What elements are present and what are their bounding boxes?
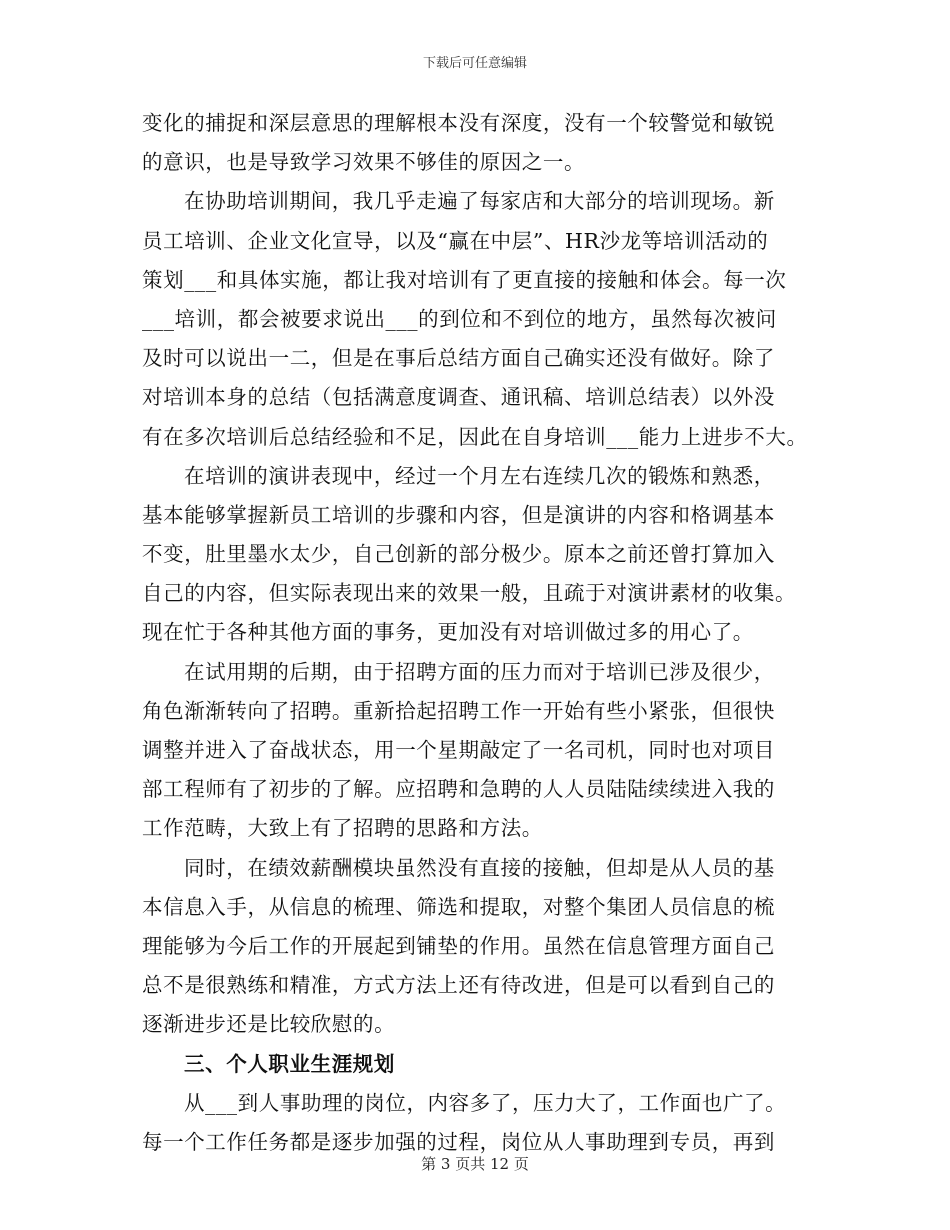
text-line: 员工培训、企业文化宣导，以及“赢在中层”、HR沙龙等培训活动的 xyxy=(142,228,769,253)
text-line: 基本能够掌握新员工培训的步骤和内容，但是演讲的内容和格调基本 xyxy=(142,502,775,527)
text-line: 在培训的演讲表现中，经过一个月左右连续几次的锻炼和熟悉， xyxy=(184,463,775,488)
text-line: 在协助培训期间，我几乎走遍了每家店和大部分的培训现场。新 xyxy=(184,189,775,214)
text-line: 现在忙于各种其他方面的事务，更加没有对培训做过多的用心了。 xyxy=(142,620,754,645)
text-line: 自己的内容，但实际表现出来的效果一般，且疏于对演讲素材的收集。 xyxy=(142,581,797,606)
text-line: 同时，在绩效薪酬模块虽然没有直接的接触，但却是从人员的基 xyxy=(184,855,775,880)
text-line: 角色渐渐转向了招聘。重新拾起招聘工作一开始有些小紧张，但很快 xyxy=(142,698,775,723)
section-heading: 三、个人职业生涯规划 xyxy=(184,1051,395,1076)
text-line: 不变，肚里墨水太少，自己创新的部分极少。原本之前还曾打算加入 xyxy=(142,542,775,567)
text-line: 理能够为今后工作的开展起到铺垫的作用。虽然在信息管理方面自己 xyxy=(142,933,775,958)
text-line: 及时可以说出一二，但是在事后总结方面自己确实还没有做好。除了 xyxy=(142,346,775,371)
text-line: 逐渐进步还是比较欣慰的。 xyxy=(142,1012,396,1037)
text-line: 总不是很熟练和精准，方式方法上还有待改进，但是可以看到自己的 xyxy=(142,973,775,998)
text-line: 对培训本身的总结（包括满意度调查、通讯稿、培训总结表）以外没 xyxy=(142,385,775,410)
text-line: 有在多次培训后总结经验和不足，因此在自身培训___能力上进步不大。 xyxy=(142,424,808,449)
text-line: 从___到人事助理的岗位，内容多了，压力大了，工作面也广了。 xyxy=(184,1090,787,1115)
page-footer: 第 3 页共 12 页 xyxy=(421,1155,529,1173)
text-line: 策划___和具体实施，都让我对培训有了更直接的接触和体会。每一次 xyxy=(142,267,787,292)
page-header: 下载后可任意编辑 xyxy=(422,56,527,71)
text-line: 调整并进入了奋战状态，用一个星期敲定了一名司机，同时也对项目 xyxy=(142,738,775,762)
text-line: 的意识，也是导致学习效果不够佳的原因之一。 xyxy=(142,150,586,175)
text-line: 工作范畴，大致上有了招聘的思路和方法。 xyxy=(142,816,543,841)
text-line: ___培训，都会被要求说出___的到位和不到位的地方，虽然每次被问 xyxy=(142,306,777,331)
text-line: 每一个工作任务都是逐步加强的过程，岗位从人事助理到专员，再到 xyxy=(142,1129,775,1154)
text-line: 部工程师有了初步的了解。应招聘和急聘的人人员陆陆续续进入我的 xyxy=(142,777,775,802)
text-line: 变化的捕捉和深层意思的理解根本没有深度，没有一个较警觉和敏锐 xyxy=(142,111,775,135)
document-body xyxy=(142,104,832,1162)
text-line: 本信息入手，从信息的梳理、筛选和提取，对整个集团人员信息的梳 xyxy=(142,894,775,919)
text-line: 在试用期的后期，由于招聘方面的压力而对于培训已涉及很少， xyxy=(184,659,775,684)
